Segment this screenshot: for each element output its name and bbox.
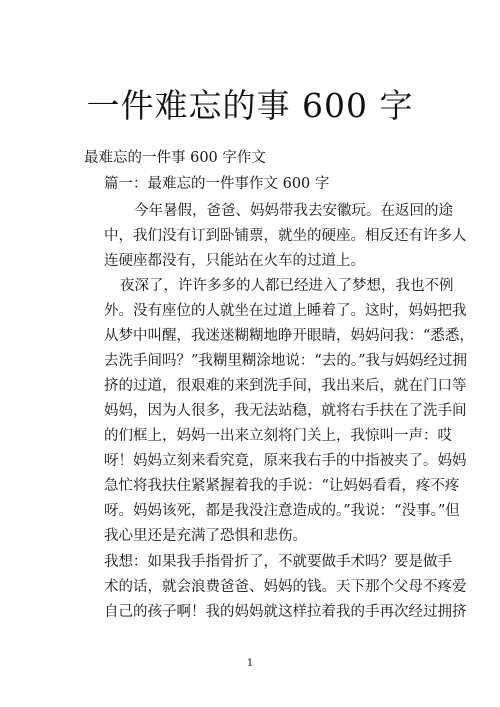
subtitle: 最难忘的一件事 600 字作文 — [84, 150, 266, 166]
body-line: 妈妈，因为人很多，我无法站稳，就将右手扶在了洗手间 — [104, 403, 467, 419]
document-title: 一件难忘的事 600 字 — [86, 86, 414, 125]
body-line: 急忙将我扶住紧紧握着我的手说：“让妈妈看看，疼不疼 — [104, 478, 460, 494]
body-line: 呀！妈妈立刻来看究竟，原来我右手的中指被夹了。妈妈 — [104, 453, 467, 469]
body-line: 连硬座都没有，只能站在火车的过道上。 — [104, 253, 365, 269]
body-line: 我心里还是充满了恐惧和悲伤。 — [104, 528, 307, 544]
body-line: 中，我们没有订到卧铺票，就坐的硬座。相反还有许多人 — [104, 228, 467, 244]
body-line: 夜深了，许许多多的人都已经进入了梦想，我也不例 — [120, 278, 454, 294]
page-number: 1 — [246, 658, 254, 669]
body-line: 外。没有座位的人就坐在过道上睡着了。这时，妈妈把我 — [104, 303, 467, 319]
body-line: 今年暑假，爸爸、妈妈带我去安徽玩。在返回的途 — [134, 203, 453, 219]
body-line: 我想：如果我手指骨折了，不就要做手术吗？要是做手 — [104, 554, 452, 570]
body-line: 的们框上，妈妈一出来立刻将门关上，我惊叫一声：哎 — [104, 428, 452, 444]
section-heading: 篇一：最难忘的一件事作文 600 字 — [104, 176, 330, 192]
body-line: 自己的孩子啊！我的妈妈就这样拉着我的手再次经过拥挤 — [104, 604, 467, 620]
body-line: 去洗手间吗？”我糊里糊涂地说：“去的。”我与妈妈经过拥 — [104, 353, 467, 369]
body-line: 术的话，就会浪费爸爸、妈妈的钱。天下那个父母不疼爱 — [104, 579, 467, 595]
body-line: 从梦中叫醒，我迷迷糊糊地睁开眼睛，妈妈问我：“悉悉， — [104, 328, 474, 344]
body-line: 呀。妈妈该死，都是我没注意造成的。”我说：“没事。”但 — [104, 503, 460, 519]
body-line: 挤的过道，很艰难的来到洗手间，我出来后，就在门口等 — [104, 378, 467, 394]
